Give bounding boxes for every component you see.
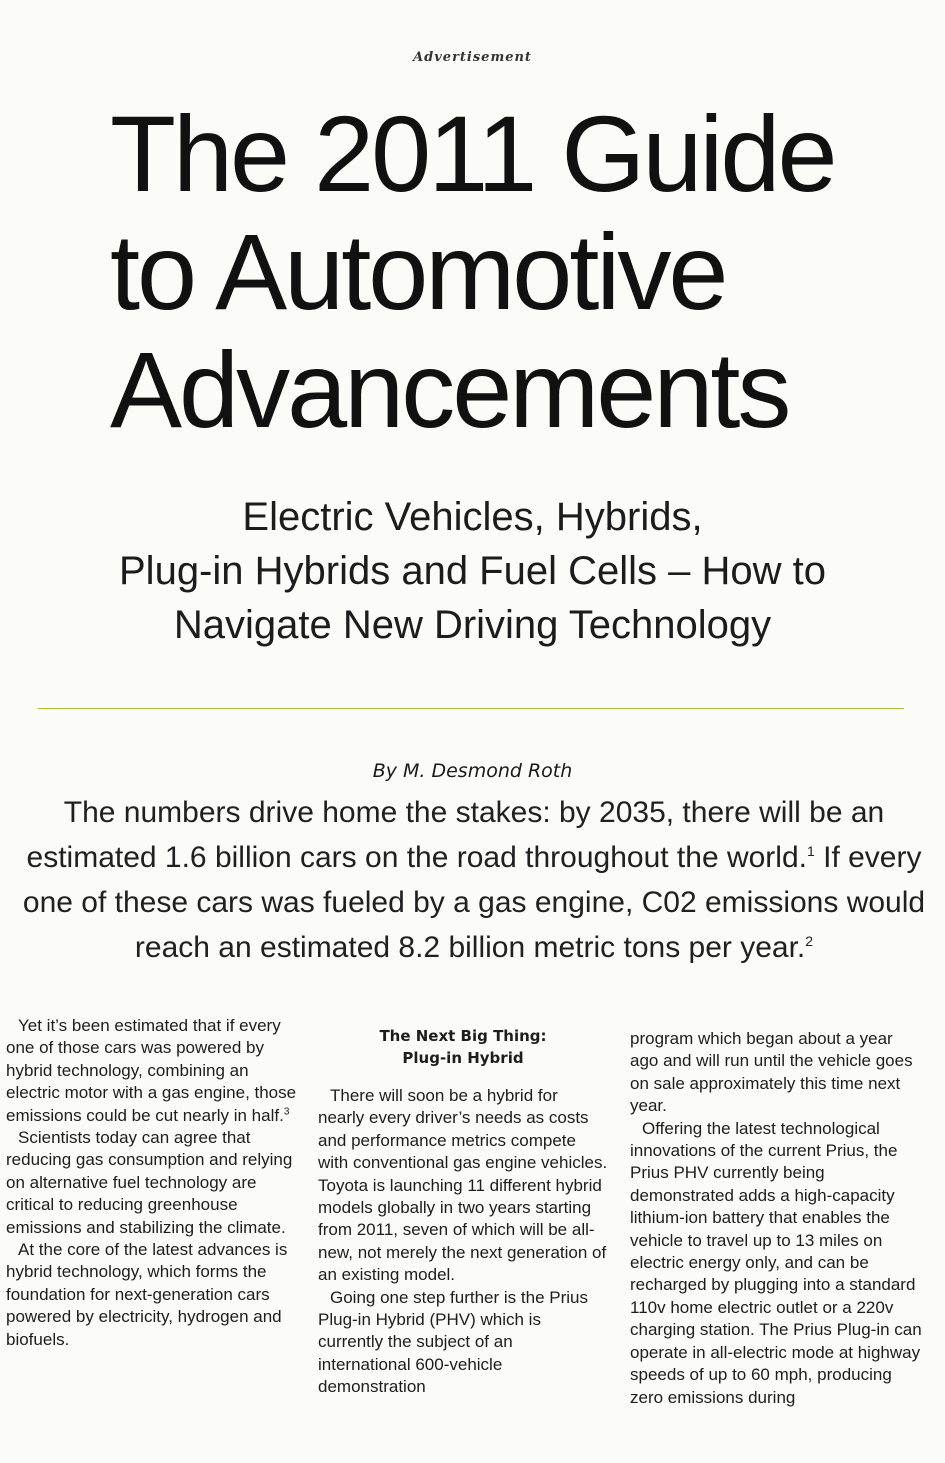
- lede-text-2: If every one of these cars was fueled by a gas engine, C02 emissions would reach an estimated 8.2 billion metric tons per year.: [22, 841, 926, 964]
- column2-paragraph-1: There will soon be a hybrid for nearly every driver’s needs as costs and performance metrics compete with conventional gas engine vehicles. Toyota is launching 11 different hybrid models globally in two years starting from 2011, seven of which will be all-new, not merely the next generation of an existing model.: [318, 1086, 608, 1285]
- subheadline-line-2: Plug-in Hybrids and Fuel Cells – How to: [119, 549, 826, 593]
- headline: [110, 95, 870, 449]
- section-heading-line-2: Plug-in Hybrid: [402, 1049, 524, 1067]
- subheadline: [40, 490, 905, 652]
- footnote-ref-3: 3: [283, 1105, 290, 1117]
- headline-line-2: to Automotive: [110, 211, 726, 332]
- subheadline-line-3: Navigate New Driving Technology: [173, 603, 772, 647]
- headline-line-1: The 2011 Guide: [110, 93, 835, 214]
- advertisement-label: Advertisement: [413, 50, 532, 65]
- column1-paragraph-1: [6, 1015, 298, 1127]
- divider-rule: [38, 708, 904, 709]
- lede-paragraph: [14, 790, 934, 970]
- column1-paragraph-3: At the core of the latest advances is hybrid technology, which forms the foundation for next-generation cars powered by electricity, hydrogen and biofuels.: [6, 1240, 288, 1349]
- byline: By M. Desmond Roth: [372, 760, 573, 782]
- lede-text-1: The numbers drive home the stakes: by 2035, there will be an estimated 1.6 billion cars on the road throughout the world.: [26, 796, 885, 874]
- column1-paragraph-2: Scientists today can agree that reducing gas consumption and relying on alternative fuel technology are critical to reducing greenhouse emissions and stabilizing the climate.: [6, 1128, 293, 1237]
- column1-paragraph-1-text: Yet it’s been estimated that if every one of those cars was powered by hybrid technology, combining an electric motor with a gas engine, those emissions could be cut nearly in half.: [6, 1016, 297, 1125]
- body-column-3: [630, 1028, 922, 1409]
- column3-paragraph-2: Offering the latest technological innovations of the current Prius, the Prius PHV currently being demonstrated adds a high-capacity lithium-ion battery that enables the vehicle to travel up to 13 miles on electric energy only, and can be recharged by plugging into a standard 110v home electric outlet or a 220v charging station. The Prius Plug-in can operate in all-electric mode at highway speeds of up to 60 mph, producing zero emissions during: [630, 1118, 922, 1407]
- column3-paragraph-1: program which began about a year ago and will run until the vehicle goes on sale approximately this time next year.: [630, 1029, 913, 1116]
- body-column-2: [318, 1025, 608, 1399]
- section-heading: [318, 1025, 608, 1069]
- footnote-ref-1: 1: [806, 843, 815, 859]
- footnote-ref-2: 2: [805, 933, 814, 949]
- body-column-1: [6, 1015, 298, 1351]
- headline-line-3: Advancements: [110, 329, 789, 450]
- subheadline-line-1: Electric Vehicles, Hybrids,: [242, 495, 703, 539]
- section-heading-line-1: The Next Big Thing:: [379, 1027, 547, 1045]
- column2-paragraph-2: Going one step further is the Prius Plug-in Hybrid (PHV) which is currently the subject of an international 600-vehicle demonstration: [318, 1287, 588, 1397]
